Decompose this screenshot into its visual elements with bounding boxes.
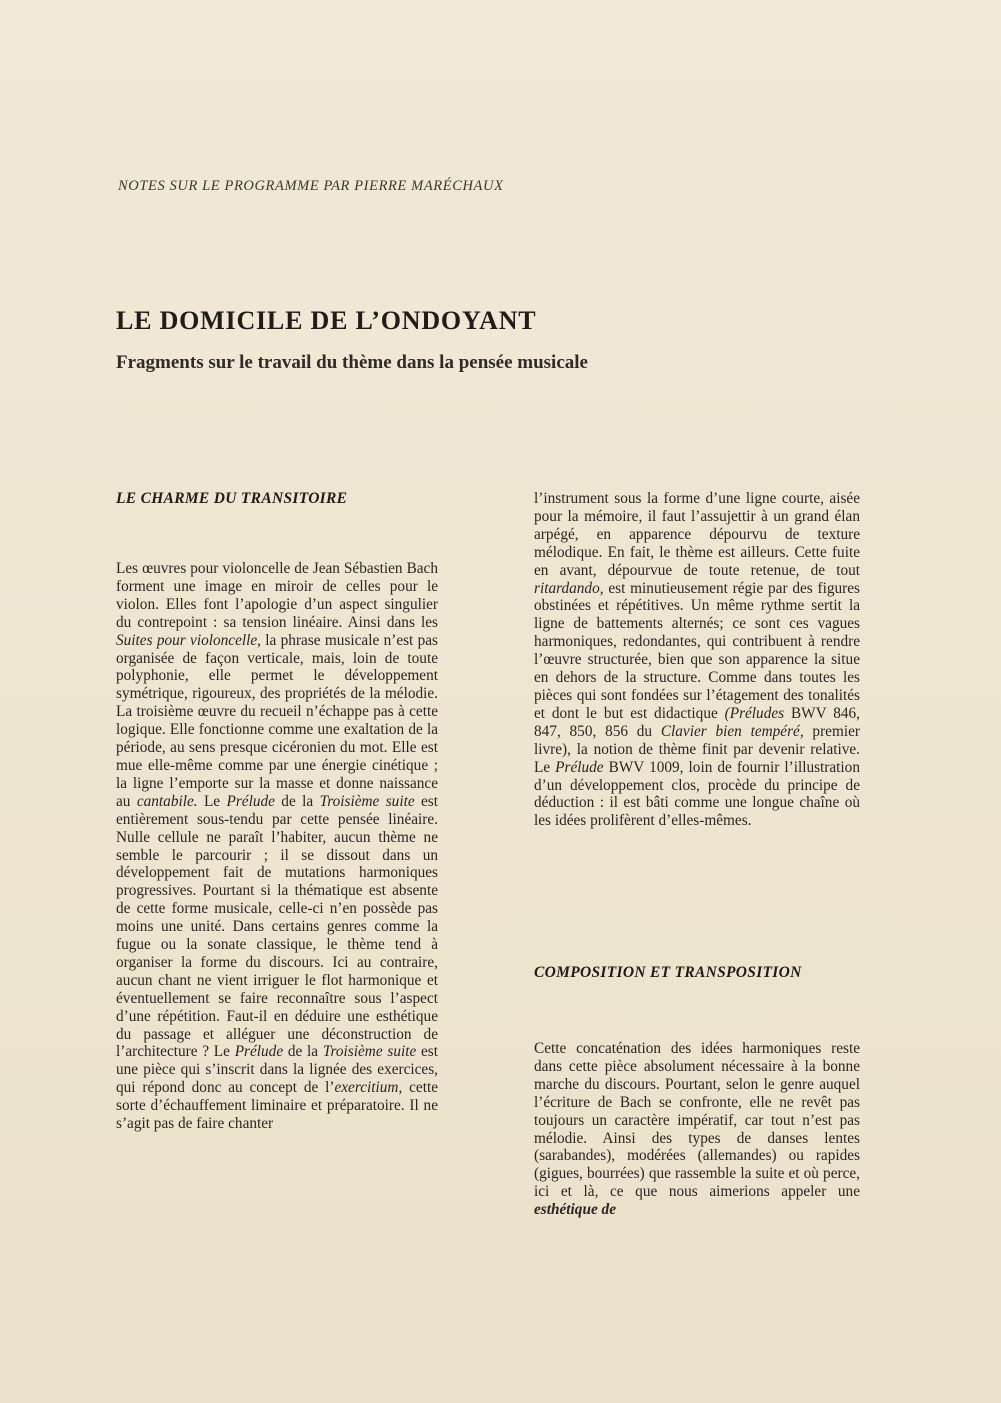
body-column-right-top <box>534 490 860 830</box>
body-paragraph: Cette concaténation des idées harmoniques reste dans cette pièce absolument nécessaire à la bonne marche du discours. Pourtant, selon le genre auquel l’écriture de Bach se confronte, elle ne revêt pas toujours un caractère impératif, car tout n’est pas mélodie. Ainsi des types de danses lentes (sarabandes), modérées (allemandes) ou rapides (gigues, bourrées) que rassemble la suite et où perce, ici et là, ce que nous aimerions appeler une esthétique de <box>534 1040 860 1219</box>
body-column-left <box>116 560 438 1133</box>
article-subtitle: Fragments sur le travail du thème dans la pensée musicale <box>116 352 588 373</box>
article-title: LE DOMICILE DE L’ONDOYANT <box>116 306 537 335</box>
section-heading-charme: LE CHARME DU TRANSITOIRE <box>116 490 348 507</box>
running-head: NOTES SUR LE PROGRAMME PAR PIERRE MARÉCHAUX <box>118 178 504 194</box>
section-heading-composition: COMPOSITION ET TRANSPOSITION <box>534 964 802 981</box>
body-paragraph: Les œuvres pour violoncelle de Jean Sébastien Bach forment une image en miroir de celles pour le violon. Elles font l’apologie d’un aspect singulier du contrepoint : sa tension linéaire. Ainsi dans les Suites pour violoncelle, la phrase musicale n’est pas organisée de façon verticale, mais, loin de toute polyphonie, elle permet le développement symétrique, rigoureux, des propriétés de la mélodie. La troisième œuvre du recueil n’échappe pas à cette logique. Elle fonctionne comme une exaltation de la période, au sens presque cicéronien du mot. Elle est mue elle-même comme par une énergie cinétique ; la ligne l’emporte sur la masse et donne naissance au cantabile. Le Prélude de la Troisième suite est entièrement sous-tendu par cette pensée linéaire. Nulle cellule ne paraît l’habiter, aucun thème ne semble le parcourir ; il se dissout dans un développement fait de mutations harmoniques progressives. Pourtant si la thématique est absente de cette forme musicale, celle-ci n’en possède pas moins une unité. Dans certains genres comme la fugue ou la sonate classique, le thème tend à organiser la forme du discours. Ici au contraire, aucun chant ne vient irriguer le flot harmonique et éventuellement se faire reconnaître sous l’aspect d’une répétition. Faut-il en déduire une esthétique du passage et alléguer une déconstruction de l’architecture ? Le Prélude de la Troisième suite est une pièce qui s’inscrit dans la lignée des exercices, qui répond donc au concept de l’exercitium, cette sorte d’échauffement liminaire et préparatoire. Il ne s’agit pas de faire chanter <box>116 560 439 1133</box>
body-paragraph-continued: l’instrument sous la forme d’une ligne courte, aisée pour la mémoire, il faut l’assujettir à un grand élan arpégé, en apparence dépourvu de texture mélodique. En fait, le thème est ailleurs. Cette fuite en avant, dépourvue de toute retenue, de tout ritardando, est minutieusement régie par des figures obstinées et répétitives. Un même rythme sertit la ligne de battements alternés; ce sont ces vagues harmoniques, redondantes, qui contribuent à rendre l’œuvre structurée, bien que son apparence la situe en dehors de la structure. Comme dans toutes les pièces qui sont fondées sur l’étagement des tonalités et dont le but est didactique (Préludes BWV 846, 847, 850, 856 du Clavier bien tempéré, premier livre), la notion de thème finit par devenir relative. Le Prélude BWV 1009, loin de fournir l’illustration d’un développement clos, procède du principe de déduction : il est bâti comme une longue chaîne où les idées prolifèrent d’elles-mêmes. <box>534 490 860 830</box>
body-column-right-bottom <box>534 1040 860 1219</box>
